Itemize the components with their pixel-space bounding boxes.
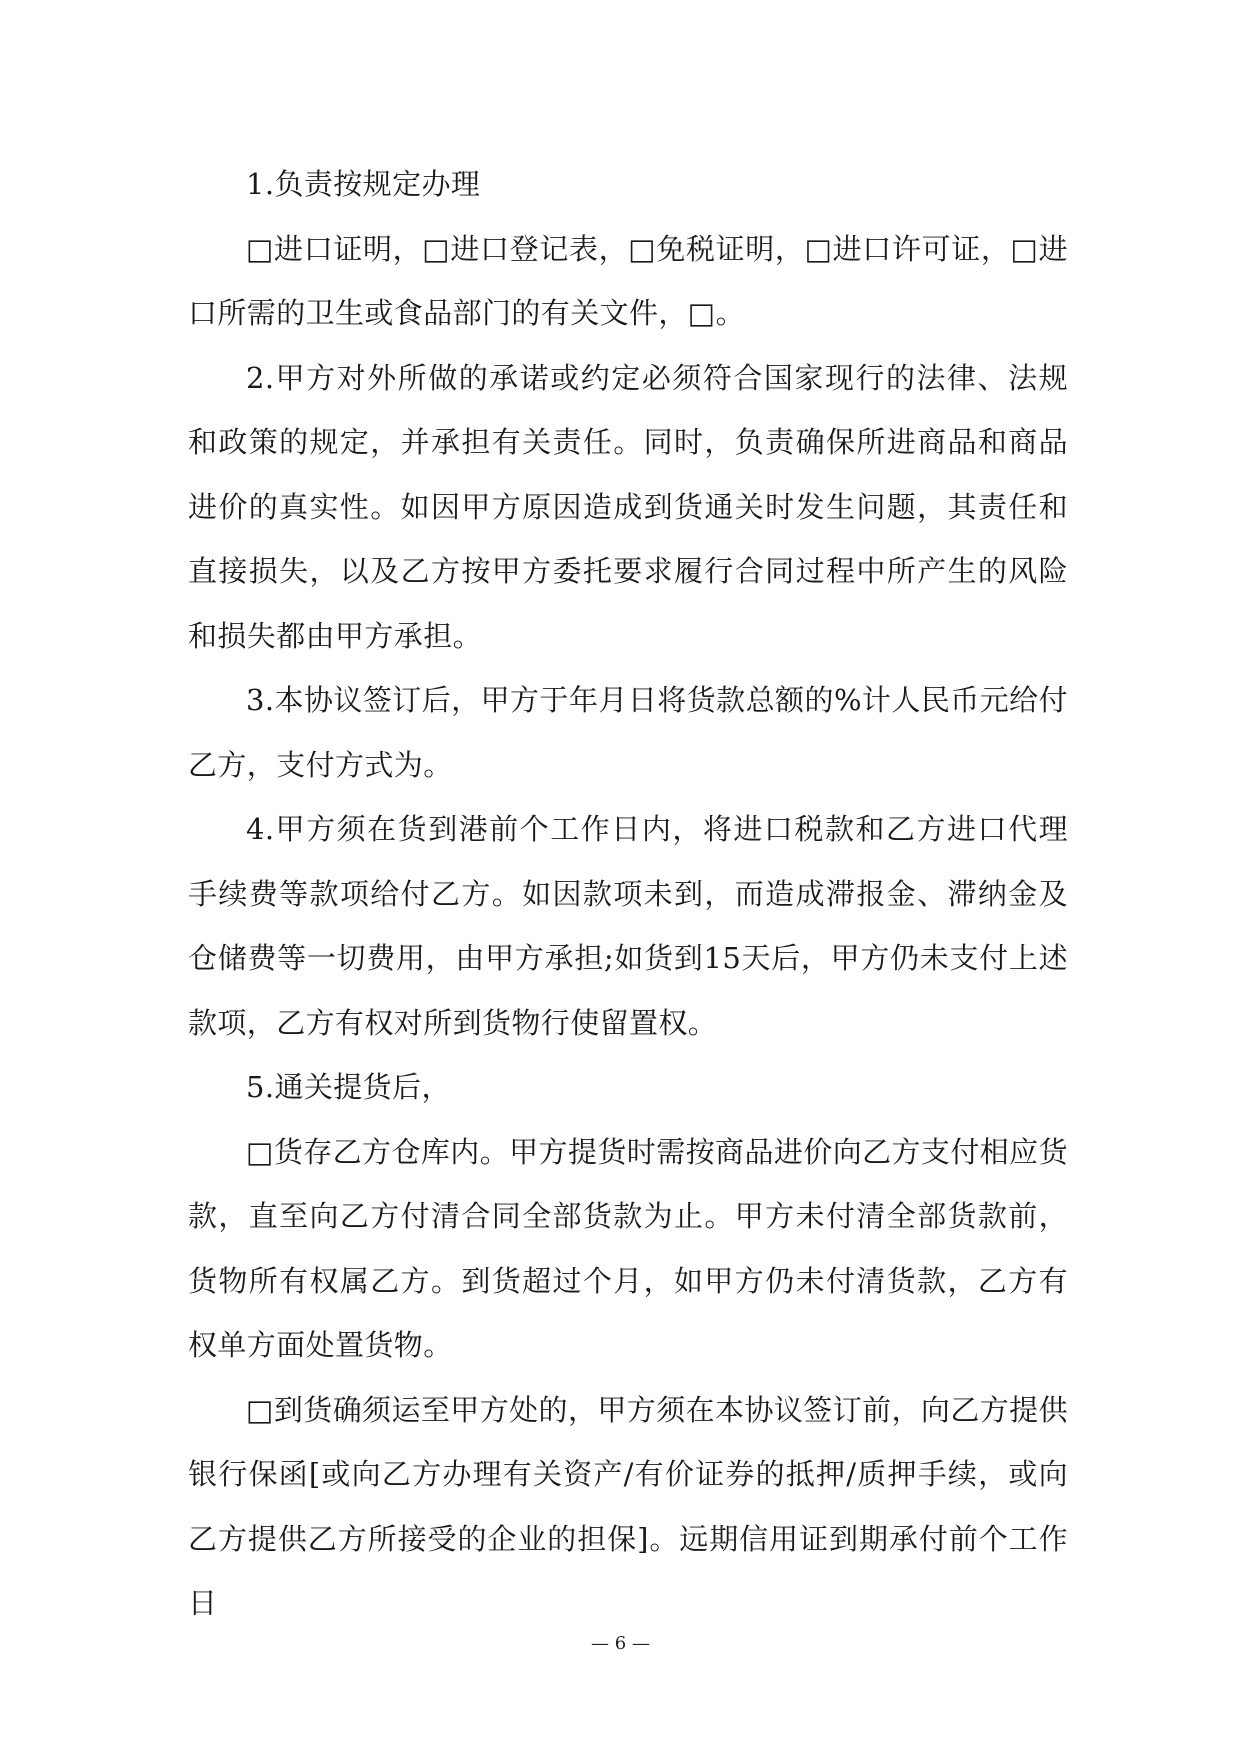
paragraph-item-1: 1.负责按规定办理 — [246, 167, 481, 201]
page-number: — 6 — — [591, 1633, 650, 1654]
paragraph-item-5-option-delivery: □到货确须运至甲方处的，甲方须在本协议签订前，向乙方提供银行保函[或向乙方办理有关资产/有价证券的抵押/质押手续，或向乙方提供乙方所接受的企业的担保]。远期信用证到期承付前个工作日 — [188, 1392, 1068, 1620]
paragraph-item-5: 5.通关提货后， — [246, 1070, 451, 1104]
paragraph-item-2: 2.甲方对外所做的承诺或约定必须符合国家现行的法律、法规和政策的规定，并承担有关责任。同时，负责确保所进商品和商品进价的真实性。如因甲方原因造成到货通关时发生问题，其责任和直接损失，以及乙方按甲方委托要求履行合同过程中所产生的风险和损失都由甲方承担。 — [188, 360, 1068, 653]
paragraph-item-4: 4.甲方须在货到港前个工作日内，将进口税款和乙方进口代理手续费等款项给付乙方。如因款项未到，而造成滞报金、滞纳金及仓储费等一切费用，由甲方承担;如货到15天后，甲方仍未支付上述款项，乙方有权对所到货物行使留置权。 — [188, 812, 1068, 1040]
paragraph-item-3: 3.本协议签订后，甲方于年月日将货款总额的%计人民币元给付乙方，支付方式为。 — [188, 683, 1068, 782]
paragraph-item-1-checklist: □进口证明，□进口登记表，□免税证明，□进口许可证，□进口所需的卫生或食品部门的有关文件，□。 — [188, 231, 1068, 330]
paragraph-item-5-option-warehouse: □货存乙方仓库内。甲方提货时需按商品进价向乙方支付相应货款，直至向乙方付清合同全部货款为止。甲方未付清全部货款前，货物所有权属乙方。到货超过个月，如甲方仍未付清货款，乙方有权单方面处置货物。 — [188, 1134, 1068, 1362]
document-body — [188, 152, 1068, 1636]
